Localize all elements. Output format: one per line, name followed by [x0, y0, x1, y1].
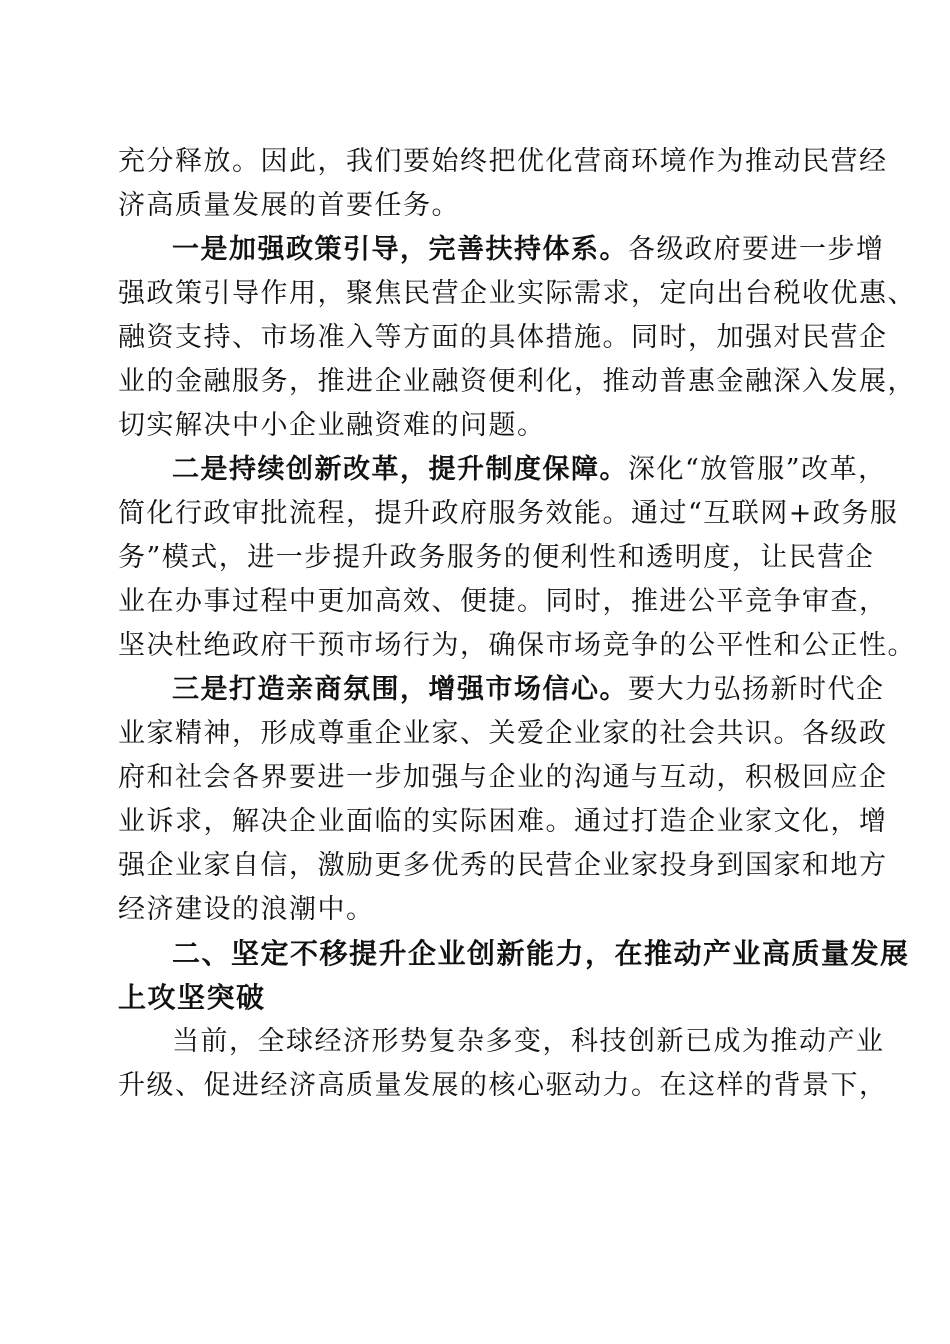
paragraph-line: 府和社会各界要进一步加强与企业的沟通与互动，积极回应企 [118, 762, 888, 793]
paragraph-line: 强企业家自信，激励更多优秀的民营企业家投身到国家和地方 [118, 850, 888, 881]
paragraph-first-line [118, 448, 887, 492]
paragraph-text: 各级政府要进一步增 [628, 234, 885, 265]
paragraph-line: 切实解决中小企业融资难的问题。 [118, 410, 546, 441]
section-heading-line: 上攻坚突破 [118, 981, 266, 1014]
paragraph-text: 深化“放管服”改革， [628, 454, 887, 485]
paragraph-3 [118, 448, 916, 668]
paragraph-first-line [118, 228, 885, 272]
paragraph-line: 业家精神，形成尊重企业家、关爱企业家的社会共识。各级政 [118, 718, 888, 749]
section-heading-line: 二、坚定不移提升企业创新能力，在推动产业高质量发展 [172, 937, 910, 970]
paragraph-line: 济高质量发展的首要任务。 [118, 190, 460, 221]
paragraph-line: 业在办事过程中更加高效、便捷。同时，推进公平竞争审查， [118, 586, 888, 617]
paragraph-line: 简化行政审批流程，提升政府服务效能。通过“互联网+政务服 [118, 498, 899, 529]
paragraph-2 [118, 228, 916, 448]
paragraph-line: 充分释放。因此，我们要始终把优化营商环境作为推动民营经 [118, 146, 888, 177]
paragraph-line: 升级、促进经济高质量发展的核心驱动力。在这样的背景下， [118, 1070, 888, 1101]
paragraph-line: 经济建设的浪潮中。 [118, 894, 375, 925]
paragraph-line: 务”模式，进一步提升政务服务的便利性和透明度，让民营企 [118, 542, 875, 573]
paragraph-first-line: 当前，全球经济形势复杂多变，科技创新已成为推动产业 [172, 1026, 885, 1057]
paragraph-4 [118, 668, 888, 932]
paragraph-line: 强政策引导作用，聚焦民营企业实际需求，定向出台税收优惠、 [118, 278, 916, 309]
section-heading [118, 932, 910, 1020]
paragraph-1 [118, 140, 888, 228]
paragraph-line: 业的金融服务，推进企业融资便利化，推动普惠金融深入发展， [118, 366, 916, 397]
document-page [118, 140, 916, 1108]
paragraph-text: 要大力弘扬新时代企 [628, 674, 885, 705]
paragraph-line: 坚决杜绝政府干预市场行为，确保市场竞争的公平性和公正性。 [118, 630, 916, 661]
paragraph-lead: 三是打造亲商氛围，增强市场信心。 [172, 674, 628, 705]
paragraph-5 [118, 1020, 888, 1108]
paragraph-first-line [118, 668, 885, 712]
paragraph-line: 业诉求，解决企业面临的实际困难。通过打造企业家文化，增 [118, 806, 888, 837]
paragraph-line: 融资支持、市场准入等方面的具体措施。同时，加强对民营企 [118, 322, 888, 353]
paragraph-lead: 二是持续创新改革，提升制度保障。 [172, 454, 628, 485]
paragraph-lead: 一是加强政策引导，完善扶持体系。 [172, 234, 628, 265]
